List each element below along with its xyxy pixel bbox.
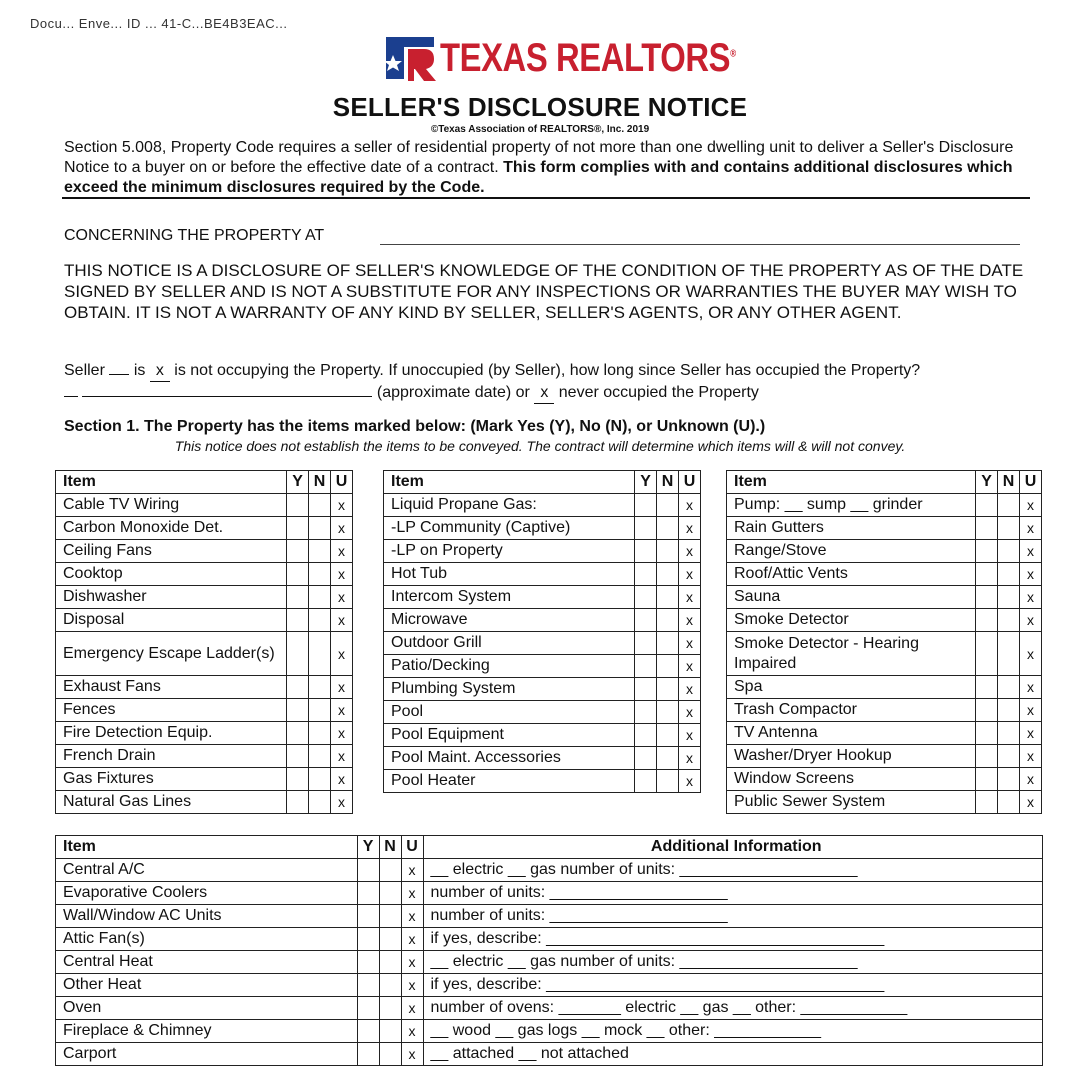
item-name: Carport <box>56 1043 358 1066</box>
no-checkbox[interactable] <box>309 540 331 563</box>
table-row <box>727 676 1042 699</box>
item-name: Smoke Detector <box>727 609 976 632</box>
additional-info[interactable]: __ wood __ gas logs __ mock __ other: ____________ <box>423 1020 1043 1043</box>
table-row <box>727 632 1042 676</box>
yes-checkbox[interactable] <box>976 768 998 791</box>
no-checkbox[interactable] <box>379 1043 401 1066</box>
items-table-column-3 <box>726 470 1042 814</box>
item-name: Pool Equipment <box>384 724 635 747</box>
table-row <box>56 586 353 609</box>
no-checkbox[interactable] <box>657 540 679 563</box>
yes-checkbox[interactable] <box>635 701 657 724</box>
unknown-checkbox[interactable]: x <box>401 928 423 951</box>
no-checkbox[interactable] <box>657 494 679 517</box>
no-checkbox[interactable] <box>379 951 401 974</box>
yes-checkbox[interactable] <box>635 517 657 540</box>
table-row <box>727 586 1042 609</box>
item-name: Public Sewer System <box>727 791 976 814</box>
item-name: Pool Maint. Accessories <box>384 747 635 770</box>
table-header-row <box>384 471 701 494</box>
unknown-checkbox[interactable]: x <box>331 494 353 517</box>
item-name: Liquid Propane Gas: <box>384 494 635 517</box>
unknown-checkbox[interactable]: x <box>401 905 423 928</box>
yes-checkbox[interactable] <box>635 655 657 678</box>
table-row <box>56 951 1043 974</box>
table-row <box>727 494 1042 517</box>
table-row <box>727 563 1042 586</box>
column-header-y: Y <box>976 471 998 494</box>
table-row <box>384 540 701 563</box>
item-name: Ceiling Fans <box>56 540 287 563</box>
no-checkbox[interactable] <box>657 701 679 724</box>
no-checkbox[interactable] <box>998 699 1020 722</box>
yes-checkbox[interactable] <box>635 632 657 655</box>
item-name: Central Heat <box>56 951 358 974</box>
section-1-heading: Section 1. The Property has the items marked below: (Mark Yes (Y), No (N), or Unknown (U).) <box>64 418 766 435</box>
no-checkbox[interactable] <box>309 609 331 632</box>
table-row <box>56 722 353 745</box>
unknown-checkbox[interactable]: x <box>331 676 353 699</box>
additional-info[interactable]: __ electric __ gas number of units: ____________________ <box>423 951 1043 974</box>
table-row <box>384 655 701 678</box>
table-row <box>56 632 353 676</box>
no-checkbox[interactable] <box>998 563 1020 586</box>
logo-star-icon <box>384 35 436 81</box>
column-header-u: U <box>401 836 423 859</box>
yes-checkbox[interactable] <box>976 586 998 609</box>
item-name: Fire Detection Equip. <box>56 722 287 745</box>
table-row <box>56 905 1043 928</box>
unknown-checkbox[interactable]: x <box>331 563 353 586</box>
yes-checkbox[interactable] <box>287 722 309 745</box>
unknown-checkbox[interactable]: x <box>1020 768 1042 791</box>
table-row <box>384 678 701 701</box>
no-checkbox[interactable] <box>657 563 679 586</box>
unknown-checkbox[interactable]: x <box>1020 722 1042 745</box>
yes-checkbox[interactable] <box>287 540 309 563</box>
yes-checkbox[interactable] <box>357 974 379 997</box>
unknown-checkbox[interactable]: x <box>679 678 701 701</box>
no-checkbox[interactable] <box>657 678 679 701</box>
no-checkbox[interactable] <box>309 586 331 609</box>
table-row <box>384 701 701 724</box>
table-row <box>56 494 353 517</box>
table-row <box>56 1043 1043 1066</box>
unknown-checkbox[interactable]: x <box>679 540 701 563</box>
is-occupying-mark[interactable] <box>109 374 129 375</box>
envelope-id-header: Docu... Enve... ID ... 41-C...BE4B3EAC... <box>30 10 500 34</box>
yes-checkbox[interactable] <box>976 632 998 676</box>
column-header-item: Item <box>384 471 635 494</box>
no-checkbox[interactable] <box>309 563 331 586</box>
yes-checkbox[interactable] <box>635 609 657 632</box>
unknown-checkbox[interactable]: x <box>331 791 353 814</box>
item-name: Carbon Monoxide Det. <box>56 517 287 540</box>
column-header-additional: Additional Information <box>423 836 1043 859</box>
additional-info[interactable]: __ attached __ not attached <box>423 1043 1043 1066</box>
table-row <box>384 747 701 770</box>
column-header-item: Item <box>727 471 976 494</box>
column-header-y: Y <box>287 471 309 494</box>
item-name: -LP Community (Captive) <box>384 517 635 540</box>
no-checkbox[interactable] <box>657 586 679 609</box>
no-checkbox[interactable] <box>379 859 401 882</box>
yes-checkbox[interactable] <box>976 609 998 632</box>
item-name: Trash Compactor <box>727 699 976 722</box>
section-1-note: This notice does not establish the items to be conveyed. The contract will determine which items will & will not convey. <box>174 438 906 454</box>
no-checkbox[interactable] <box>998 632 1020 676</box>
additional-info[interactable]: __ electric __ gas number of units: ____________________ <box>423 859 1043 882</box>
no-checkbox[interactable] <box>309 722 331 745</box>
item-name: Dishwasher <box>56 586 287 609</box>
no-checkbox[interactable] <box>657 747 679 770</box>
item-name: Pump: __ sump __ grinder <box>727 494 976 517</box>
no-checkbox[interactable] <box>657 770 679 793</box>
no-checkbox[interactable] <box>998 791 1020 814</box>
no-checkbox[interactable] <box>379 882 401 905</box>
header-divider <box>62 197 1030 199</box>
unoccupied-duration-blank-a[interactable] <box>64 396 78 397</box>
unknown-checkbox[interactable]: x <box>679 701 701 724</box>
no-checkbox[interactable] <box>379 997 401 1020</box>
copyright-line: ©Texas Association of REALTORS®, Inc. 2019 <box>430 124 650 135</box>
table-row <box>56 928 1043 951</box>
yes-checkbox[interactable] <box>976 791 998 814</box>
yes-checkbox[interactable] <box>635 747 657 770</box>
items-table-column-1 <box>55 470 353 814</box>
yes-checkbox[interactable] <box>287 745 309 768</box>
unknown-checkbox[interactable]: x <box>679 770 701 793</box>
no-checkbox[interactable] <box>379 928 401 951</box>
unknown-checkbox[interactable]: x <box>1020 563 1042 586</box>
yes-checkbox[interactable] <box>976 494 998 517</box>
yes-checkbox[interactable] <box>287 768 309 791</box>
no-checkbox[interactable] <box>379 1020 401 1043</box>
yes-checkbox[interactable] <box>976 699 998 722</box>
no-checkbox[interactable] <box>309 745 331 768</box>
column-header-item: Item <box>56 836 358 859</box>
item-name: Range/Stove <box>727 540 976 563</box>
table-row <box>727 768 1042 791</box>
table-row <box>56 609 353 632</box>
unknown-checkbox[interactable]: x <box>401 859 423 882</box>
item-name: Window Screens <box>727 768 976 791</box>
unknown-checkbox[interactable]: x <box>1020 540 1042 563</box>
item-name: Central A/C <box>56 859 358 882</box>
column-header-item: Item <box>56 471 287 494</box>
no-checkbox[interactable] <box>998 517 1020 540</box>
item-name: Disposal <box>56 609 287 632</box>
yes-checkbox[interactable] <box>287 609 309 632</box>
additional-info[interactable]: if yes, describe: ______________________________________ <box>423 974 1043 997</box>
item-name: Hot Tub <box>384 563 635 586</box>
yes-checkbox[interactable] <box>287 494 309 517</box>
unknown-checkbox[interactable]: x <box>331 540 353 563</box>
item-name: Natural Gas Lines <box>56 791 287 814</box>
unknown-checkbox[interactable]: x <box>1020 699 1042 722</box>
unknown-checkbox[interactable]: x <box>679 517 701 540</box>
table-row <box>56 517 353 540</box>
unknown-checkbox[interactable]: x <box>1020 586 1042 609</box>
item-name: Sauna <box>727 586 976 609</box>
yes-checkbox[interactable] <box>357 997 379 1020</box>
table-row <box>727 699 1042 722</box>
column-header-y: Y <box>635 471 657 494</box>
additional-info[interactable]: number of units: ____________________ <box>423 882 1043 905</box>
unknown-checkbox[interactable]: x <box>331 517 353 540</box>
unknown-checkbox[interactable]: x <box>1020 676 1042 699</box>
no-checkbox[interactable] <box>998 609 1020 632</box>
yes-checkbox[interactable] <box>976 745 998 768</box>
unknown-checkbox[interactable]: x <box>401 997 423 1020</box>
item-name: Exhaust Fans <box>56 676 287 699</box>
additional-info[interactable]: if yes, describe: ______________________________________ <box>423 928 1043 951</box>
unknown-checkbox[interactable]: x <box>679 655 701 678</box>
table-row <box>56 540 353 563</box>
no-checkbox[interactable] <box>309 768 331 791</box>
no-checkbox[interactable] <box>998 586 1020 609</box>
no-checkbox[interactable] <box>657 517 679 540</box>
form-title: SELLER'S DISCLOSURE NOTICE <box>332 92 748 122</box>
yes-checkbox[interactable] <box>357 951 379 974</box>
item-name: Emergency Escape Ladder(s) <box>56 632 287 676</box>
yes-checkbox[interactable] <box>357 1020 379 1043</box>
unknown-checkbox[interactable]: x <box>1020 791 1042 814</box>
table-row <box>727 540 1042 563</box>
table-row <box>727 517 1042 540</box>
yes-checkbox[interactable] <box>635 586 657 609</box>
table-row <box>384 586 701 609</box>
unknown-checkbox[interactable]: x <box>331 745 353 768</box>
items-table-column-2 <box>383 470 701 793</box>
item-name: Patio/Decking <box>384 655 635 678</box>
yes-checkbox[interactable] <box>287 699 309 722</box>
statute-paragraph: Section 5.008, Property Code requires a seller of residential property of not more than one dwelling unit to deliver a Seller's Disclosure Notice to a buyer on or before the effective date of a contract. This form complies with and contains additional disclosures which exceed the minimum disclosures required by the Code. <box>64 139 1014 196</box>
yes-checkbox[interactable] <box>287 791 309 814</box>
column-header-u: U <box>1020 471 1042 494</box>
never-occupied-mark[interactable]: x <box>534 382 554 404</box>
yes-checkbox[interactable] <box>357 882 379 905</box>
table-row <box>56 676 353 699</box>
item-name: Washer/Dryer Hookup <box>727 745 976 768</box>
table-row <box>384 724 701 747</box>
table-row <box>727 791 1042 814</box>
unknown-checkbox[interactable]: x <box>1020 494 1042 517</box>
no-checkbox[interactable] <box>657 724 679 747</box>
no-checkbox[interactable] <box>309 791 331 814</box>
table-row <box>56 563 353 586</box>
yes-checkbox[interactable] <box>976 676 998 699</box>
yes-checkbox[interactable] <box>635 563 657 586</box>
table-row <box>56 997 1043 1020</box>
table-row <box>384 517 701 540</box>
unknown-checkbox[interactable]: x <box>401 1043 423 1066</box>
item-name: TV Antenna <box>727 722 976 745</box>
is-not-occupying-mark[interactable]: x <box>150 360 170 382</box>
no-checkbox[interactable] <box>309 632 331 676</box>
item-name: French Drain <box>56 745 287 768</box>
no-checkbox[interactable] <box>998 745 1020 768</box>
item-name: Spa <box>727 676 976 699</box>
unknown-checkbox[interactable]: x <box>1020 517 1042 540</box>
table-header-row <box>56 471 353 494</box>
column-header-n: N <box>657 471 679 494</box>
item-name: Gas Fixtures <box>56 768 287 791</box>
no-checkbox[interactable] <box>657 655 679 678</box>
unknown-checkbox[interactable]: x <box>679 747 701 770</box>
unknown-checkbox[interactable]: x <box>331 699 353 722</box>
yes-checkbox[interactable] <box>976 517 998 540</box>
table-row <box>56 699 353 722</box>
yes-checkbox[interactable] <box>635 724 657 747</box>
item-name: Cable TV Wiring <box>56 494 287 517</box>
column-header-n: N <box>998 471 1020 494</box>
unknown-checkbox[interactable]: x <box>679 586 701 609</box>
yes-checkbox[interactable] <box>287 676 309 699</box>
yes-checkbox[interactable] <box>635 494 657 517</box>
unknown-checkbox[interactable]: x <box>401 882 423 905</box>
yes-checkbox[interactable] <box>287 517 309 540</box>
yes-checkbox[interactable] <box>976 563 998 586</box>
item-name: Intercom System <box>384 586 635 609</box>
column-header-u: U <box>679 471 701 494</box>
yes-checkbox[interactable] <box>976 722 998 745</box>
property-address-line[interactable] <box>380 244 1020 245</box>
texas-realtors-logo <box>384 34 801 82</box>
yes-checkbox[interactable] <box>357 859 379 882</box>
no-checkbox[interactable] <box>309 494 331 517</box>
item-name: Rain Gutters <box>727 517 976 540</box>
unknown-checkbox[interactable]: x <box>679 609 701 632</box>
no-checkbox[interactable] <box>998 676 1020 699</box>
yes-checkbox[interactable] <box>976 540 998 563</box>
no-checkbox[interactable] <box>657 609 679 632</box>
additional-info[interactable]: number of ovens: _______ electric __ gas __ other: ____________ <box>423 997 1043 1020</box>
unknown-checkbox[interactable]: x <box>331 586 353 609</box>
table-row <box>56 859 1043 882</box>
table-row <box>56 882 1043 905</box>
item-name: Pool Heater <box>384 770 635 793</box>
unknown-checkbox[interactable]: x <box>679 494 701 517</box>
table-row <box>56 974 1043 997</box>
item-name: Plumbing System <box>384 678 635 701</box>
table-row <box>384 632 701 655</box>
table-row <box>727 745 1042 768</box>
unknown-checkbox[interactable]: x <box>401 951 423 974</box>
no-checkbox[interactable] <box>309 517 331 540</box>
yes-checkbox[interactable] <box>635 770 657 793</box>
unknown-checkbox[interactable]: x <box>679 724 701 747</box>
yes-checkbox[interactable] <box>635 678 657 701</box>
no-checkbox[interactable] <box>998 722 1020 745</box>
concerning-property: CONCERNING THE PROPERTY AT <box>64 227 325 244</box>
yes-checkbox[interactable] <box>357 905 379 928</box>
table-row <box>727 609 1042 632</box>
yes-checkbox[interactable] <box>287 632 309 676</box>
item-name: Fences <box>56 699 287 722</box>
table-row <box>384 609 701 632</box>
unknown-checkbox[interactable]: x <box>1020 632 1042 676</box>
item-name: Attic Fan(s) <box>56 928 358 951</box>
table-header-row <box>727 471 1042 494</box>
item-name: Smoke Detector - Hearing Impaired <box>727 632 976 676</box>
yes-checkbox[interactable] <box>635 540 657 563</box>
item-name: -LP on Property <box>384 540 635 563</box>
item-name: Fireplace & Chimney <box>56 1020 358 1043</box>
unknown-checkbox[interactable]: x <box>331 768 353 791</box>
yes-checkbox[interactable] <box>357 1043 379 1066</box>
unknown-checkbox[interactable]: x <box>401 974 423 997</box>
no-checkbox[interactable] <box>309 676 331 699</box>
column-header-y: Y <box>357 836 379 859</box>
column-header-n: N <box>379 836 401 859</box>
unknown-checkbox[interactable]: x <box>1020 609 1042 632</box>
no-checkbox[interactable] <box>309 699 331 722</box>
no-checkbox[interactable] <box>379 905 401 928</box>
table-row <box>56 1020 1043 1043</box>
no-checkbox[interactable] <box>657 632 679 655</box>
item-name: Microwave <box>384 609 635 632</box>
table-row <box>727 722 1042 745</box>
no-checkbox[interactable] <box>998 540 1020 563</box>
column-header-n: N <box>309 471 331 494</box>
column-header-u: U <box>331 471 353 494</box>
notice-paragraph: THIS NOTICE IS A DISCLOSURE OF SELLER'S KNOWLEDGE OF THE CONDITION OF THE PROPERTY AS OF THE DATE SIGNED BY SELLER AND IS NOT A SUBSTITUTE FOR ANY INSPECTIONS OR WARRANTIES THE BUYER MAY WISH TO OBTAIN. IT IS NOT A WARRANTY OF ANY KIND BY SELLER, SELLER'S AGENTS, OR ANY OTHER AGENT. <box>64 261 1024 322</box>
unknown-checkbox[interactable]: x <box>331 722 353 745</box>
unoccupied-duration-blank[interactable] <box>82 396 372 397</box>
unknown-checkbox[interactable]: x <box>679 563 701 586</box>
no-checkbox[interactable] <box>998 494 1020 517</box>
item-name: Wall/Window AC Units <box>56 905 358 928</box>
table-row <box>384 494 701 517</box>
logo-wordmark: TEXAS REALTORS® <box>440 35 736 80</box>
item-name: Cooktop <box>56 563 287 586</box>
unknown-checkbox[interactable]: x <box>331 632 353 676</box>
table-row <box>56 768 353 791</box>
unknown-checkbox[interactable]: x <box>331 609 353 632</box>
unknown-checkbox[interactable]: x <box>401 1020 423 1043</box>
unknown-checkbox[interactable]: x <box>679 632 701 655</box>
item-name: Other Heat <box>56 974 358 997</box>
item-name: Evaporative Coolers <box>56 882 358 905</box>
yes-checkbox[interactable] <box>287 563 309 586</box>
item-name: Roof/Attic Vents <box>727 563 976 586</box>
item-name: Outdoor Grill <box>384 632 635 655</box>
item-name: Pool <box>384 701 635 724</box>
occupancy-statement: Seller is x is not occupying the Property. If unoccupied (by Seller), how long since Seller has occupied the Property? (approximate date) or x never occupied the Property <box>64 360 1024 404</box>
no-checkbox[interactable] <box>379 974 401 997</box>
additional-info[interactable]: number of units: ____________________ <box>423 905 1043 928</box>
systems-table <box>55 835 1043 1066</box>
yes-checkbox[interactable] <box>287 586 309 609</box>
unknown-checkbox[interactable]: x <box>1020 745 1042 768</box>
table-row <box>56 791 353 814</box>
table-row <box>56 745 353 768</box>
table-row <box>384 770 701 793</box>
table-header-row <box>56 836 1043 859</box>
yes-checkbox[interactable] <box>357 928 379 951</box>
item-name: Oven <box>56 997 358 1020</box>
no-checkbox[interactable] <box>998 768 1020 791</box>
table-row <box>384 563 701 586</box>
